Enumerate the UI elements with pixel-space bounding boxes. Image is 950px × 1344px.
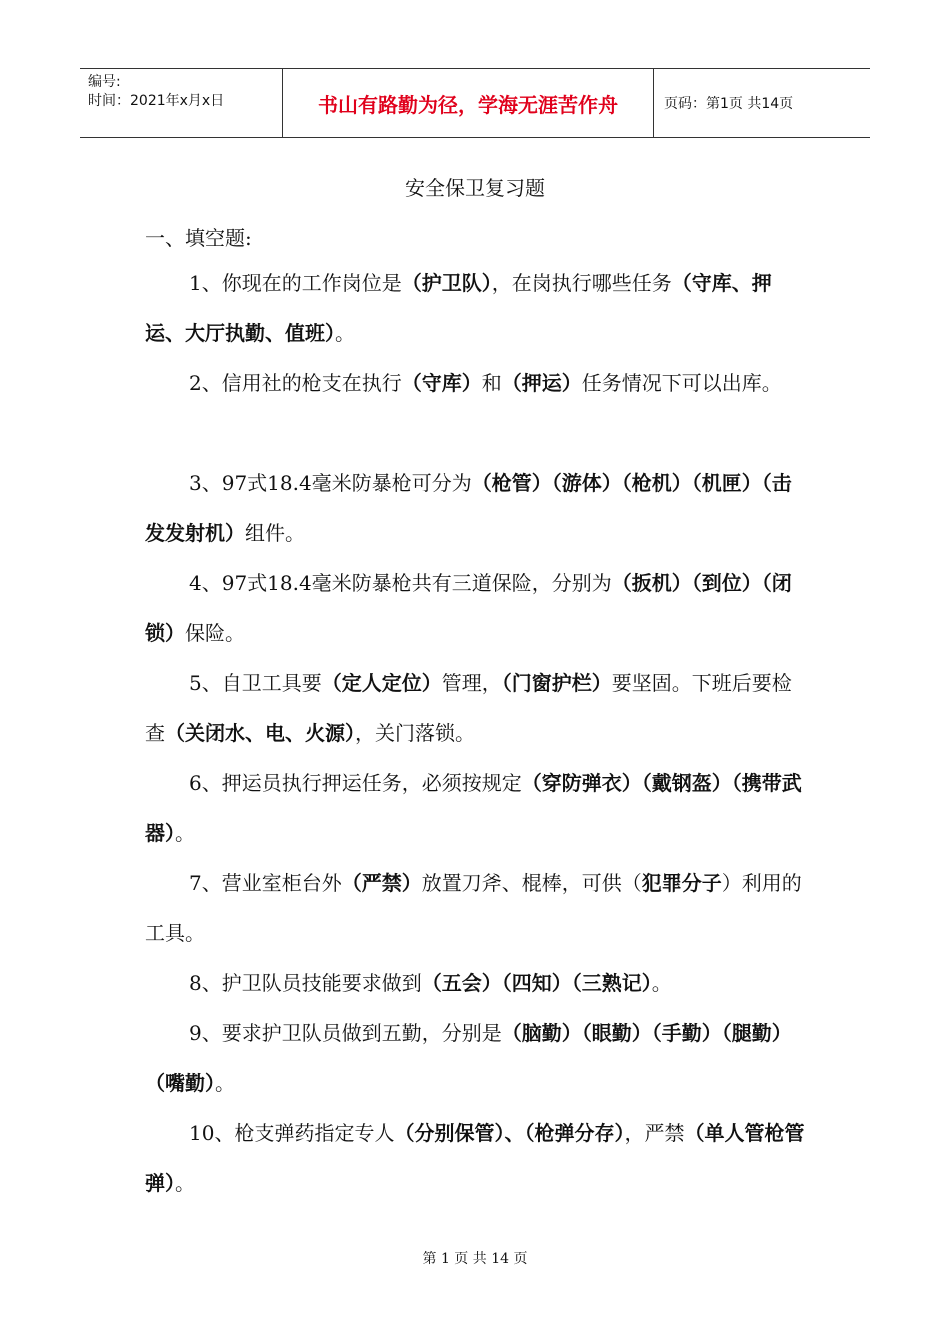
question-6: 6、押运员执行押运任务，必须按规定（穿防弹衣）（戴钢盔）（携带武器）。: [145, 771, 802, 845]
question-8: 8、护卫队员技能要求做到（五会）（四知）（三熟记）。: [189, 971, 672, 995]
document-header: [80, 68, 870, 138]
time-label: 时间：2021年x月x日: [88, 93, 225, 109]
question-4: 4、97式18.4毫米防暴枪共有三道保险，分别为（扳机）（到位）（闭锁）保险。: [145, 571, 792, 645]
header-meta: [80, 69, 282, 137]
number-label: 编号:: [88, 74, 121, 90]
page-footer: 第 1 页 共 14 页: [422, 1251, 528, 1267]
question-3: 3、97式18.4毫米防暴枪可分为（枪管）（游体）（枪机）（机匣）（击发发射机）组件。: [145, 471, 792, 545]
question-9: 9、要求护卫队员做到五勤，分别是（脑勤）（眼勤）（手勤）（腿勤）（嘴勤）。: [145, 1021, 792, 1095]
document-title: 安全保卫复习题: [405, 176, 545, 200]
question-5: 5、自卫工具要（定人定位）管理，（门窗护栏）要坚固。下班后要检查（关闭水、电、火源），关门落锁。: [145, 671, 792, 745]
section-heading: 一、填空题:: [145, 226, 252, 250]
question-2: 2、信用社的枪支在执行（守库）和（押运）任务情况下可以出库。: [189, 371, 782, 395]
question-7: 7、营业室柜台外（严禁）放置刀斧、棍棒，可供（犯罪分子）利用的工具。: [145, 871, 802, 945]
question-10: 10、枪支弹药指定专人（分别保管）、（枪弹分存），严禁（单人管枪管弹）。: [145, 1121, 805, 1195]
header-page-info: 页码：第1页 共14页: [664, 96, 794, 112]
header-motto: 书山有路勤为径，学海无涯苦作舟: [282, 69, 654, 137]
question-1: 1、你现在的工作岗位是（护卫队），在岗执行哪些任务（守库、押运、大厅执勤、值班）。: [145, 271, 772, 345]
